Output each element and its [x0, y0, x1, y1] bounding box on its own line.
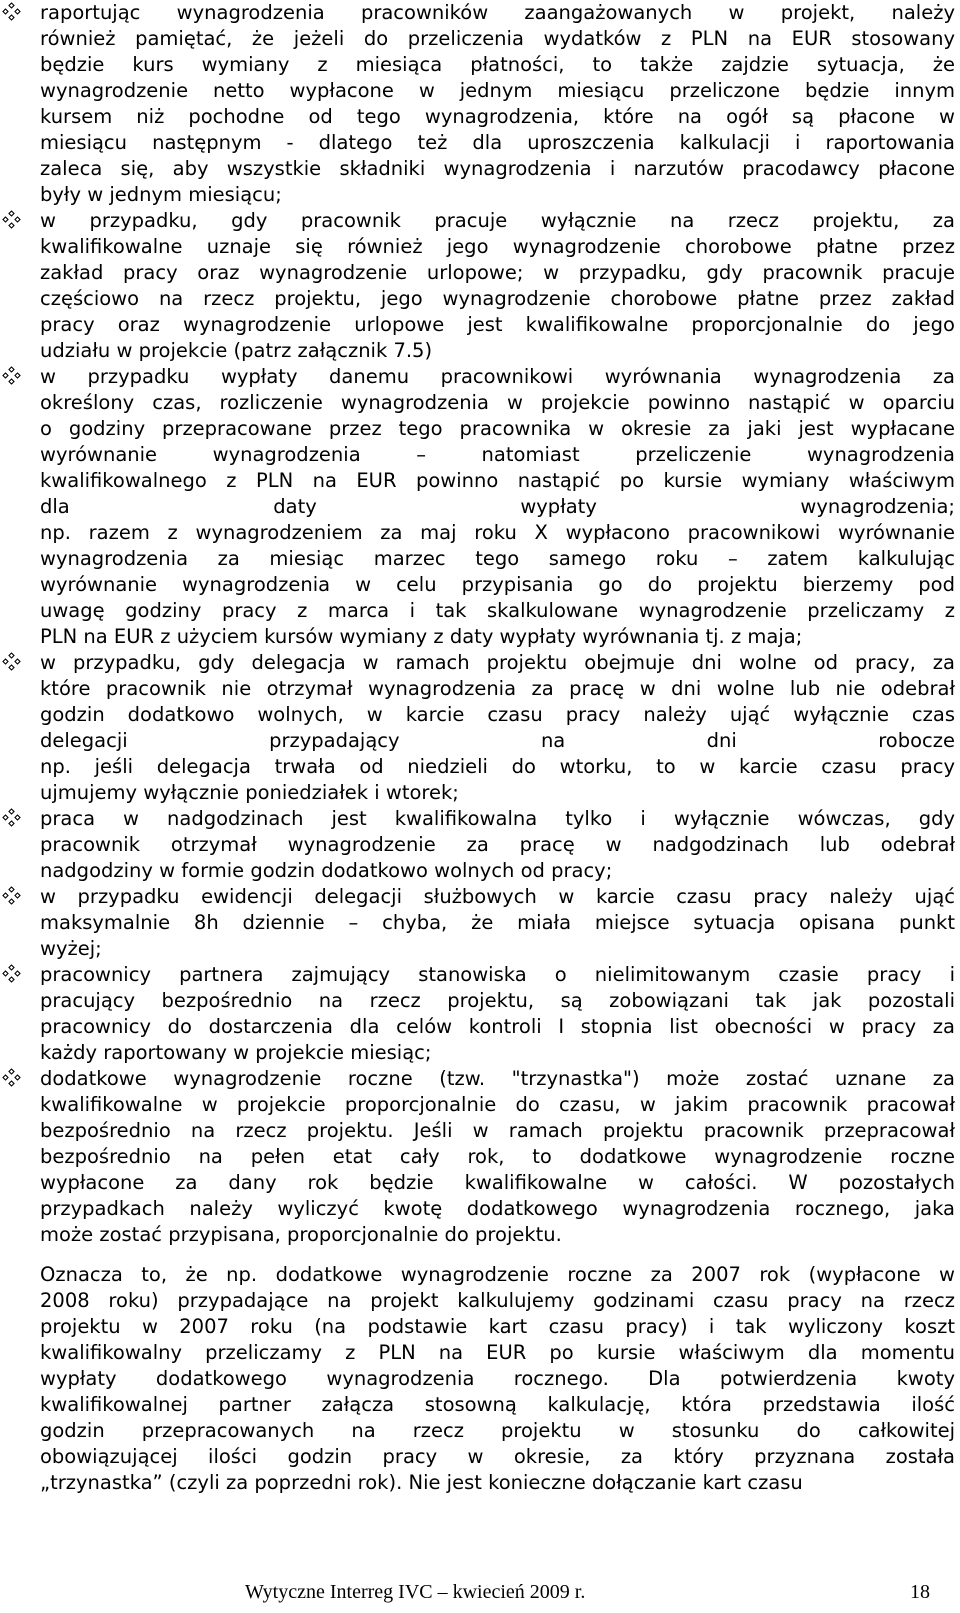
text-lines: [40, 962, 955, 1066]
bullet-list-item: [0, 208, 960, 364]
text-line: wyrównanie wynagrodzenia w celu przypisania go do projektu bierzemy pod: [40, 573, 955, 596]
four-diamond-bullet-icon: [2, 886, 21, 905]
text-line: kwalifikowalnego z PLN na EUR powinno nastąpić po kursie wymiany właściwym: [40, 469, 955, 492]
text-line: w przypadku wypłaty danemu pracownikowi wyrównania wynagrodzenia za: [40, 365, 955, 388]
bullet-list-item: [0, 364, 960, 650]
text-line: kwalifikowalnej partner załącza stosowną kalkulację, która przedstawia ilość: [40, 1393, 955, 1416]
text-lines: [40, 884, 955, 962]
text-lines: [40, 208, 955, 364]
text-lines: [40, 1066, 955, 1248]
text-lines: [40, 0, 955, 208]
text-line: bezpośrednio na rzecz projektu. Jeśli w ramach projektu pracownik przepracował: [40, 1119, 955, 1142]
bullet-list-item: [0, 806, 960, 884]
text-line: będzie kurs wymiany z miesiąca płatności, to także zajdzie sytuacja, że: [40, 53, 955, 76]
four-diamond-bullet-icon: [2, 808, 21, 827]
text-line: pracownicy partnera zajmujący stanowiska o nielimitowanym czasie pracy i: [40, 963, 955, 986]
text-line: wypłaty dodatkowego wynagrodzenia rocznego. Dla potwierdzenia kwoty: [40, 1367, 955, 1390]
text-line: praca w nadgodzinach jest kwalifikowalna tylko i wyłącznie wówczas, gdy: [40, 807, 955, 830]
text-line: miesiącu następnym - dlatego też dla uproszczenia kalkulacji i raportowania: [40, 131, 955, 154]
text-line: kwalifikowalny przeliczamy z PLN na EUR po kursie właściwym dla momentu: [40, 1341, 955, 1364]
text-line: w przypadku ewidencji delegacji służbowych w karcie czasu pracy należy ująć: [40, 885, 955, 908]
four-diamond-bullet-icon: [2, 2, 21, 21]
text-line: kwalifikowalne w projekcie proporcjonalnie do czasu, w jakim pracownik pracował: [40, 1093, 955, 1116]
text-line: były w jednym miesiącu;: [40, 183, 282, 206]
bullet-list-item: [0, 962, 960, 1066]
text-line: zakład pracy oraz wynagrodzenie urlopowe; w przypadku, gdy pracownik pracuje: [40, 261, 955, 284]
text-lines: [40, 1262, 955, 1496]
four-diamond-bullet-icon: [2, 652, 21, 671]
four-diamond-bullet-icon: [2, 1068, 21, 1087]
text-line: udziału w projekcie (patrz załącznik 7.5): [40, 339, 433, 362]
text-line: dodatkowe wynagrodzenie roczne (tzw. "trzynastka") może zostać uznane za: [40, 1067, 955, 1090]
text-line: „trzynastka” (czyli za poprzedni rok). Nie jest konieczne dołączanie kart czasu: [40, 1471, 803, 1494]
text-line: które pracownik nie otrzymał wynagrodzenia za pracę w dni wolne lub nie odebrał: [40, 677, 955, 700]
text-line: PLN na EUR z użyciem kursów wymiany z daty wypłaty wyrównania tj. z maja;: [40, 625, 803, 648]
text-line: określony czas, rozliczenie wynagrodzenia w projekcie powinno nastąpić w oparciu: [40, 391, 955, 414]
text-line: ujmujemy wyłącznie poniedziałek i wtorek;: [40, 781, 459, 804]
text-line: kwalifikowalne uznaje się również jego wynagrodzenie chorobowe płatne przez: [40, 235, 955, 258]
page-footer: [0, 1577, 960, 1607]
text-line: o godziny przepracowane przez tego pracownika w okresie za jaki jest wypłacane: [40, 417, 955, 440]
text-line: bezpośrednio na pełen etat cały rok, to dodatkowe wynagrodzenie roczne: [40, 1145, 955, 1168]
bullet-list-item: [0, 650, 960, 806]
text-line: dla daty wypłaty wynagrodzenia;: [40, 495, 955, 518]
text-lines: [40, 650, 955, 806]
bullet-list-item: [0, 0, 960, 208]
text-line: również pamiętać, że jeżeli do przeliczenia wydatków z PLN na EUR stosowany: [40, 27, 955, 50]
text-line: wynagrodzenia za miesiąc marzec tego samego roku – zatem kalkulując: [40, 547, 955, 570]
text-line: pracujący bezpośrednio na rzecz projektu, są zobowiązani tak jak pozostali: [40, 989, 955, 1012]
text-line: nadgodziny w formie godzin dodatkowo wolnych od pracy;: [40, 859, 613, 882]
text-line: pracownik otrzymał wynagrodzenie za pracę w nadgodzinach lub odebrał: [40, 833, 955, 856]
text-line: pracownicy do dostarczenia dla celów kontroli I stopnia list obecności w pracy za: [40, 1015, 955, 1038]
text-lines: [40, 364, 955, 650]
text-line: godzin przepracowanych na rzecz projektu w stosunku do całkowitej: [40, 1419, 955, 1442]
text-line: każdy raportowany w projekcie miesiąc;: [40, 1041, 432, 1064]
text-line: częściowo na rzecz projektu, jego wynagrodzenie chorobowe płatne przez zakład: [40, 287, 955, 310]
body-paragraph: [0, 1262, 960, 1496]
four-diamond-bullet-icon: [2, 210, 21, 229]
text-line: wyrównanie wynagrodzenia – natomiast przeliczenie wynagrodzenia: [40, 443, 955, 466]
text-line: delegacji przypadający na dni robocze: [40, 729, 955, 752]
text-line: uwagę godziny pracy z marca i tak skalkulowane wynagrodzenie przeliczamy z: [40, 599, 955, 622]
text-line: wynagrodzenie netto wypłacone w jednym miesiącu przeliczone będzie innym: [40, 79, 955, 102]
text-line: projektu w 2007 roku (na podstawie kart czasu pracy) i tak wyliczony koszt: [40, 1315, 955, 1338]
bullet-list-item: [0, 1066, 960, 1248]
text-line: wyżej;: [40, 937, 102, 960]
text-line: np. razem z wynagrodzeniem za maj roku X wypłacono pracownikowi wyrównanie: [40, 521, 955, 544]
text-line: Oznacza to, że np. dodatkowe wynagrodzenie roczne za 2007 rok (wypłacone w: [40, 1263, 955, 1286]
text-line: raportując wynagrodzenia pracowników zaangażowanych w projekt, należy: [40, 1, 955, 24]
text-line: kursem niż pochodne od tego wynagrodzenia, które na ogół są płacone w: [40, 105, 955, 128]
page-number: 18: [910, 1581, 930, 1603]
text-lines: [40, 806, 955, 884]
text-line: np. jeśli delegacja trwała od niedzieli do wtorku, to w karcie czasu pracy: [40, 755, 955, 778]
text-line: pracy oraz wynagrodzenie urlopowe jest kwalifikowalne proporcjonalnie do jego: [40, 313, 955, 336]
text-line: w przypadku, gdy delegacja w ramach projektu obejmuje dni wolne od pracy, za: [40, 651, 955, 674]
text-line: godzin dodatkowo wolnych, w karcie czasu pracy należy ująć wyłącznie czas: [40, 703, 955, 726]
text-line: przypadkach należy wyliczyć kwotę dodatkowego wynagrodzenia rocznego, jaka: [40, 1197, 955, 1220]
four-diamond-bullet-icon: [2, 366, 21, 385]
paragraph-spacing: [0, 1248, 960, 1262]
text-line: zaleca się, aby wszystkie składniki wynagrodzenia i narzutów pracodawcy płacone: [40, 157, 955, 180]
text-line: może zostać przypisana, proporcjonalnie do projektu.: [40, 1223, 562, 1246]
text-line: maksymalnie 8h dziennie – chyba, że miała miejsce sytuacja opisana punkt: [40, 911, 955, 934]
text-line: obowiązującej ilości godzin pracy w okresie, za który przyznana została: [40, 1445, 955, 1468]
text-line: wypłacone za dany rok będzie kwalifikowalne w całości. W pozostałych: [40, 1171, 955, 1194]
four-diamond-bullet-icon: [2, 964, 21, 983]
text-line: w przypadku, gdy pracownik pracuje wyłącznie na rzecz projektu, za: [40, 209, 955, 232]
bullet-list-item: [0, 884, 960, 962]
footer-text: Wytyczne Interreg IVC – kwiecień 2009 r.: [245, 1581, 586, 1603]
text-line: 2008 roku) przypadające na projekt kalkulujemy godzinami czasu pracy na rzecz: [40, 1289, 955, 1312]
